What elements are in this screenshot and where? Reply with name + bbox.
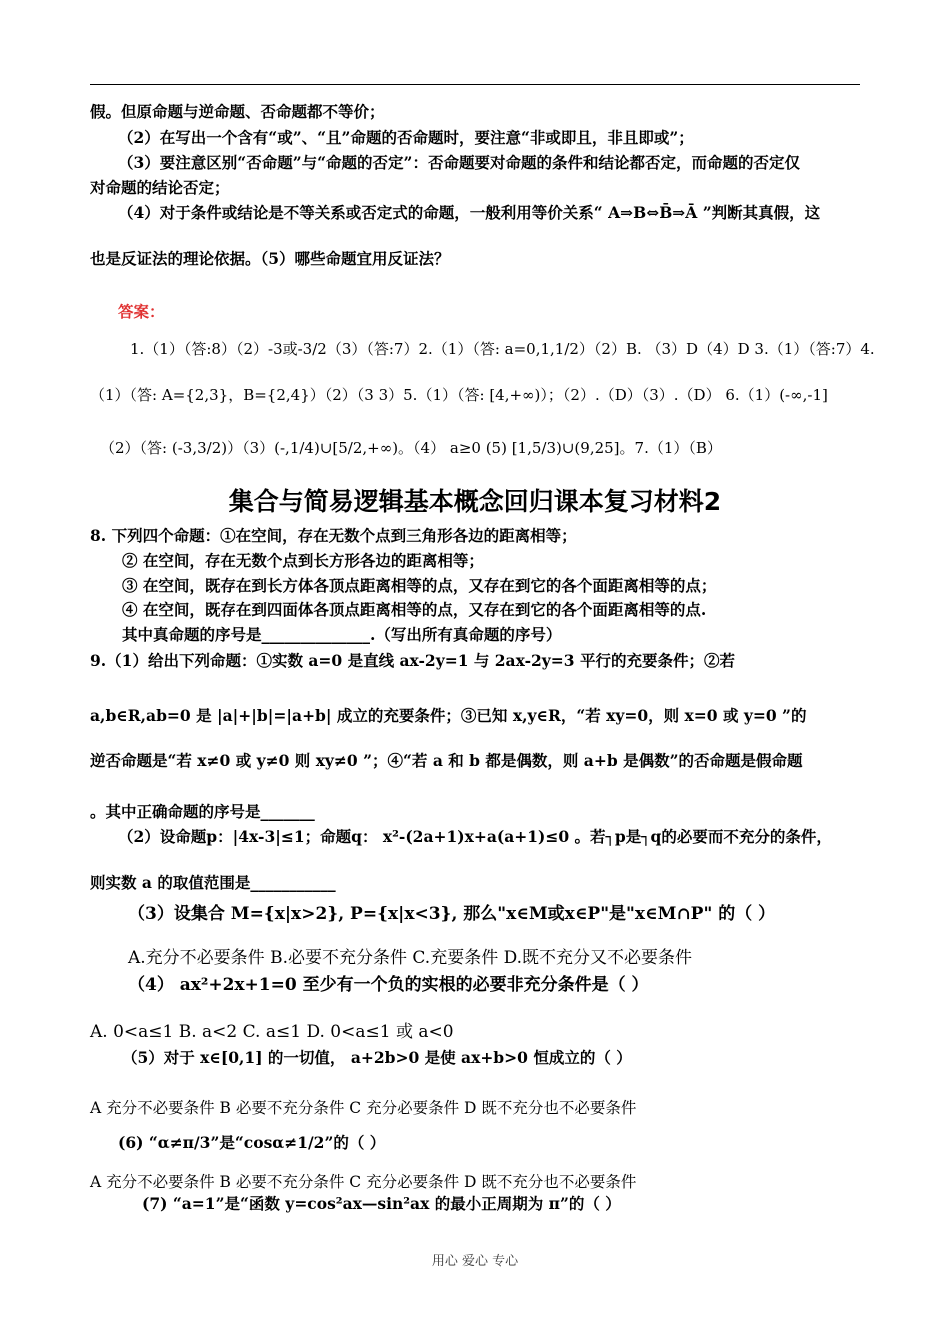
question-line: （4） ax²+2x+1=0 至少有一个负的实根的必要非充分条件是（ ）: [128, 975, 649, 995]
text-line: 假。但原命题与逆命题、否命题都不等价；: [90, 102, 385, 121]
question-line: 8. 下列四个命题：①在空间，存在无数个点到三角形各边的距离相等；: [90, 526, 577, 545]
options-line: A. 0<a≤1 B. a<2 C. a≤1 D. 0<a≤1 或 a<0: [90, 1022, 454, 1042]
text-line: 对命题的结论否定；: [90, 178, 230, 197]
question-line: ③ 在空间，既存在到长方体各顶点距离相等的点，又存在到它的各个面距离相等的点；: [122, 576, 717, 595]
page-footer: 用心 爱心 专心: [431, 1254, 519, 1269]
question-line: （3）设集合 M={x|x>2}, P={x|x<3}, 那么"x∈M或x∈P"是"x∈M∩P" 的（ ）: [128, 904, 776, 924]
options-line: A.充分不必要条件 B.必要不充分条件 C.充要条件 D.既不充分又不必要条件: [128, 948, 693, 968]
question-line: 。其中正确命题的序号是_______: [90, 802, 315, 821]
question-line: (6) “α≠π/3”是“cosα≠1/2”的（ ）: [118, 1133, 386, 1152]
answer-line: 1.（1）（答:8）（2）-3或-3/2（3）（答:7）2.（1）（答: a=0,1,1/2）（2）B. （3）D（4）D 3.（1）（答:7）4.: [130, 340, 875, 358]
text-line: （4）对于条件或结论是不等关系或否定式的命题，一般利用等价关系“ A⇒B⇔B̄⇒Ā ”判断其真假，这: [118, 203, 821, 222]
question-line: ② 在空间，存在无数个点到长方形各边的距离相等；: [122, 551, 484, 570]
question-line: 逆否命题是“若 x≠0 或 y≠0 则 xy≠0 ”；④“若 a 和 b 都是偶数，则 a+b 是偶数”的否命题是假命题: [90, 751, 803, 770]
section-title: 集合与简易逻辑基本概念回归课本复习材料2: [228, 487, 722, 516]
options-line: A 充分不必要条件 B 必要不充分条件 C 充分必要条件 D 既不充分也不必要条件: [90, 1173, 637, 1191]
header-rule: [90, 84, 860, 85]
question-line: (7) “a=1”是“函数 y=cos²ax—sin²ax 的最小正周期为 π”的（ ）: [142, 1194, 621, 1213]
question-line: （2）设命题p：|4x-3|≤1；命题q： x²-(2a+1)x+a(a+1)≤0 。若┐p是┐q的必要而不充分的条件，: [118, 827, 832, 846]
question-line: 9.（1）给出下列命题：①实数 a=0 是直线 ax-2y=1 与 2ax-2y=3 平行的充要条件；②若: [90, 651, 735, 670]
question-line: 其中真命题的序号是______________.（写出所有真命题的序号）: [122, 625, 562, 644]
answer-line: （2）（答: (-3,3/2)）（3）(-,1/4)∪[5/2,+∞)。（4） a≥0 (5) [1,5/3)∪(9,25]。7.（1）（B）: [100, 439, 722, 457]
text-line: （2）在写出一个含有“或”、“且”命题的否命题时，要注意“非或即且，非且即或”；: [118, 128, 694, 147]
options-line: A 充分不必要条件 B 必要不充分条件 C 充分必要条件 D 既不充分也不必要条件: [90, 1099, 637, 1117]
text-line: 也是反证法的理论依据。（5）哪些命题宜用反证法？: [90, 249, 450, 268]
answer-label: 答案：: [118, 302, 165, 321]
question-line: （5）对于 x∈[0,1] 的一切值， a+2b>0 是使 ax+b>0 恒成立的（ ）: [122, 1048, 632, 1067]
question-line: ④ 在空间，既存在到四面体各顶点距离相等的点，又存在到它的各个面距离相等的点.: [122, 600, 707, 619]
question-line: a,b∈R,ab=0 是 |a|+|b|=|a+b| 成立的充要条件；③已知 x,y∈R，“若 xy=0，则 x=0 或 y=0 ”的: [90, 706, 807, 725]
text-line: （3）要注意区别“否命题”与“命题的否定”：否命题要对命题的条件和结论都否定，而命题的否定仅: [118, 153, 800, 172]
question-line: 则实数 a 的取值范围是___________: [90, 873, 336, 892]
answer-line: （1）（答: A={2,3}，B={2,4}）（2）（3 3）5.（1）（答: [4,+∞)）；（2）.（D）（3）.（D） 6.（1）(-∞,-1]: [90, 386, 828, 404]
